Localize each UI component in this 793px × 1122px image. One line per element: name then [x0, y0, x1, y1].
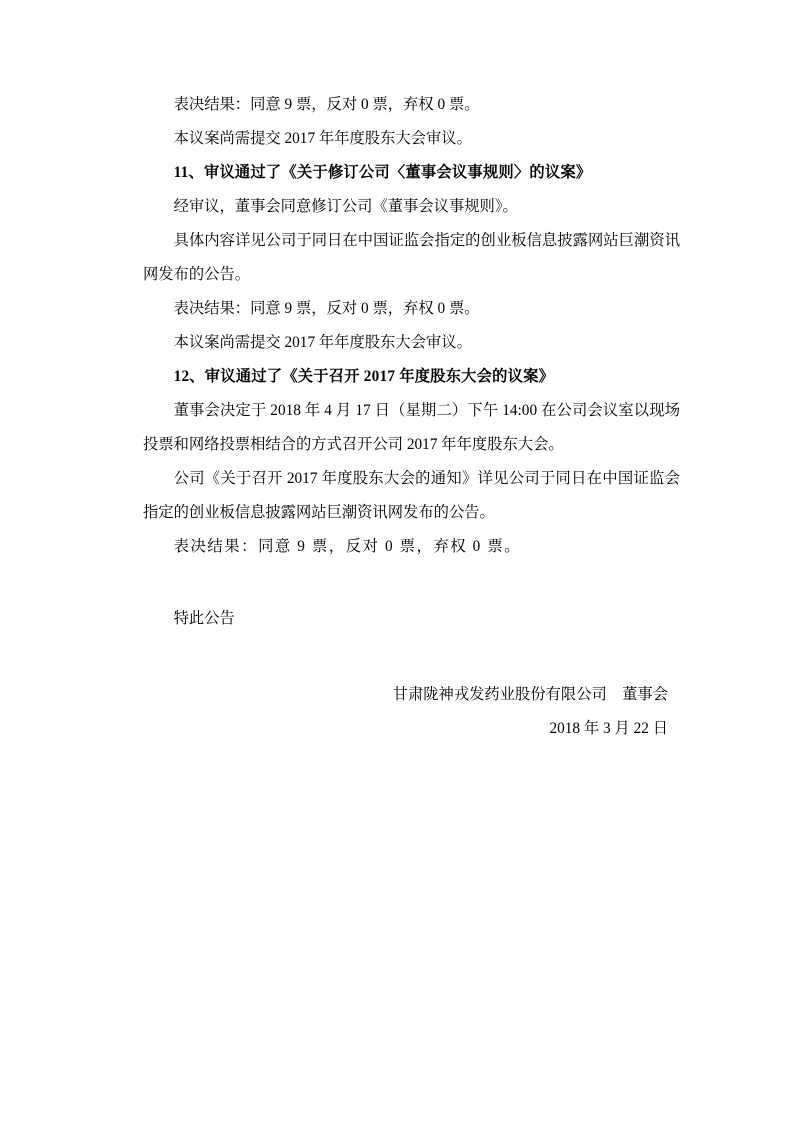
signature-company: 甘肃陇神戎发药业股份有限公司 董事会 [392, 686, 668, 703]
paragraph-submit-note-11: 本议案尚需提交 2017 年年度股东大会审议。 [173, 334, 472, 351]
heading-item-12: 12、审议通过了《关于召开 2017 年度股东大会的议案》 [173, 368, 555, 385]
paragraph-item-12-body-2: 公司《关于召开 2017 年度股东大会的通知》详见公司于同日在中国证监会指定的创业板信息披露网站巨潮资讯网发布的公告。 [143, 470, 680, 521]
paragraph-vote-result-12: 表决结果：同意 9 票，反对 0 票，弃权 0 票。 [173, 538, 522, 555]
document-body [143, 88, 680, 746]
spacer-signature [143, 636, 680, 674]
paragraph-item-12-body-1: 董事会决定于 2018 年 4 月 17 日（星期二）下午 14:00 在公司会议室以现场投票和网络投票相结合的方式召开公司 2017 年年度股东大会。 [143, 402, 680, 453]
spacer [143, 564, 680, 602]
signature-date: 2018 年 3 月 22 日 [549, 720, 668, 737]
paragraph-item-11-body-1: 经审议，董事会同意修订公司《董事会议事规则》。 [173, 198, 518, 215]
paragraph-vote-result-10: 表决结果：同意 9 票，反对 0 票，弃权 0 票。 [173, 96, 480, 113]
paragraph-submit-note-10: 本议案尚需提交 2017 年年度股东大会审议。 [173, 130, 472, 147]
closing-statement: 特此公告 [173, 610, 235, 627]
heading-item-11: 11、审议通过了《关于修订公司〈董事会议事规则〉的议案》 [173, 164, 592, 181]
paragraph-item-11-body-2: 具体内容详见公司于同日在中国证监会指定的创业板信息披露网站巨潮资讯网发布的公告。 [143, 232, 680, 283]
paragraph-vote-result-11: 表决结果：同意 9 票，反对 0 票，弃权 0 票。 [173, 300, 480, 317]
signature-block [143, 678, 680, 746]
